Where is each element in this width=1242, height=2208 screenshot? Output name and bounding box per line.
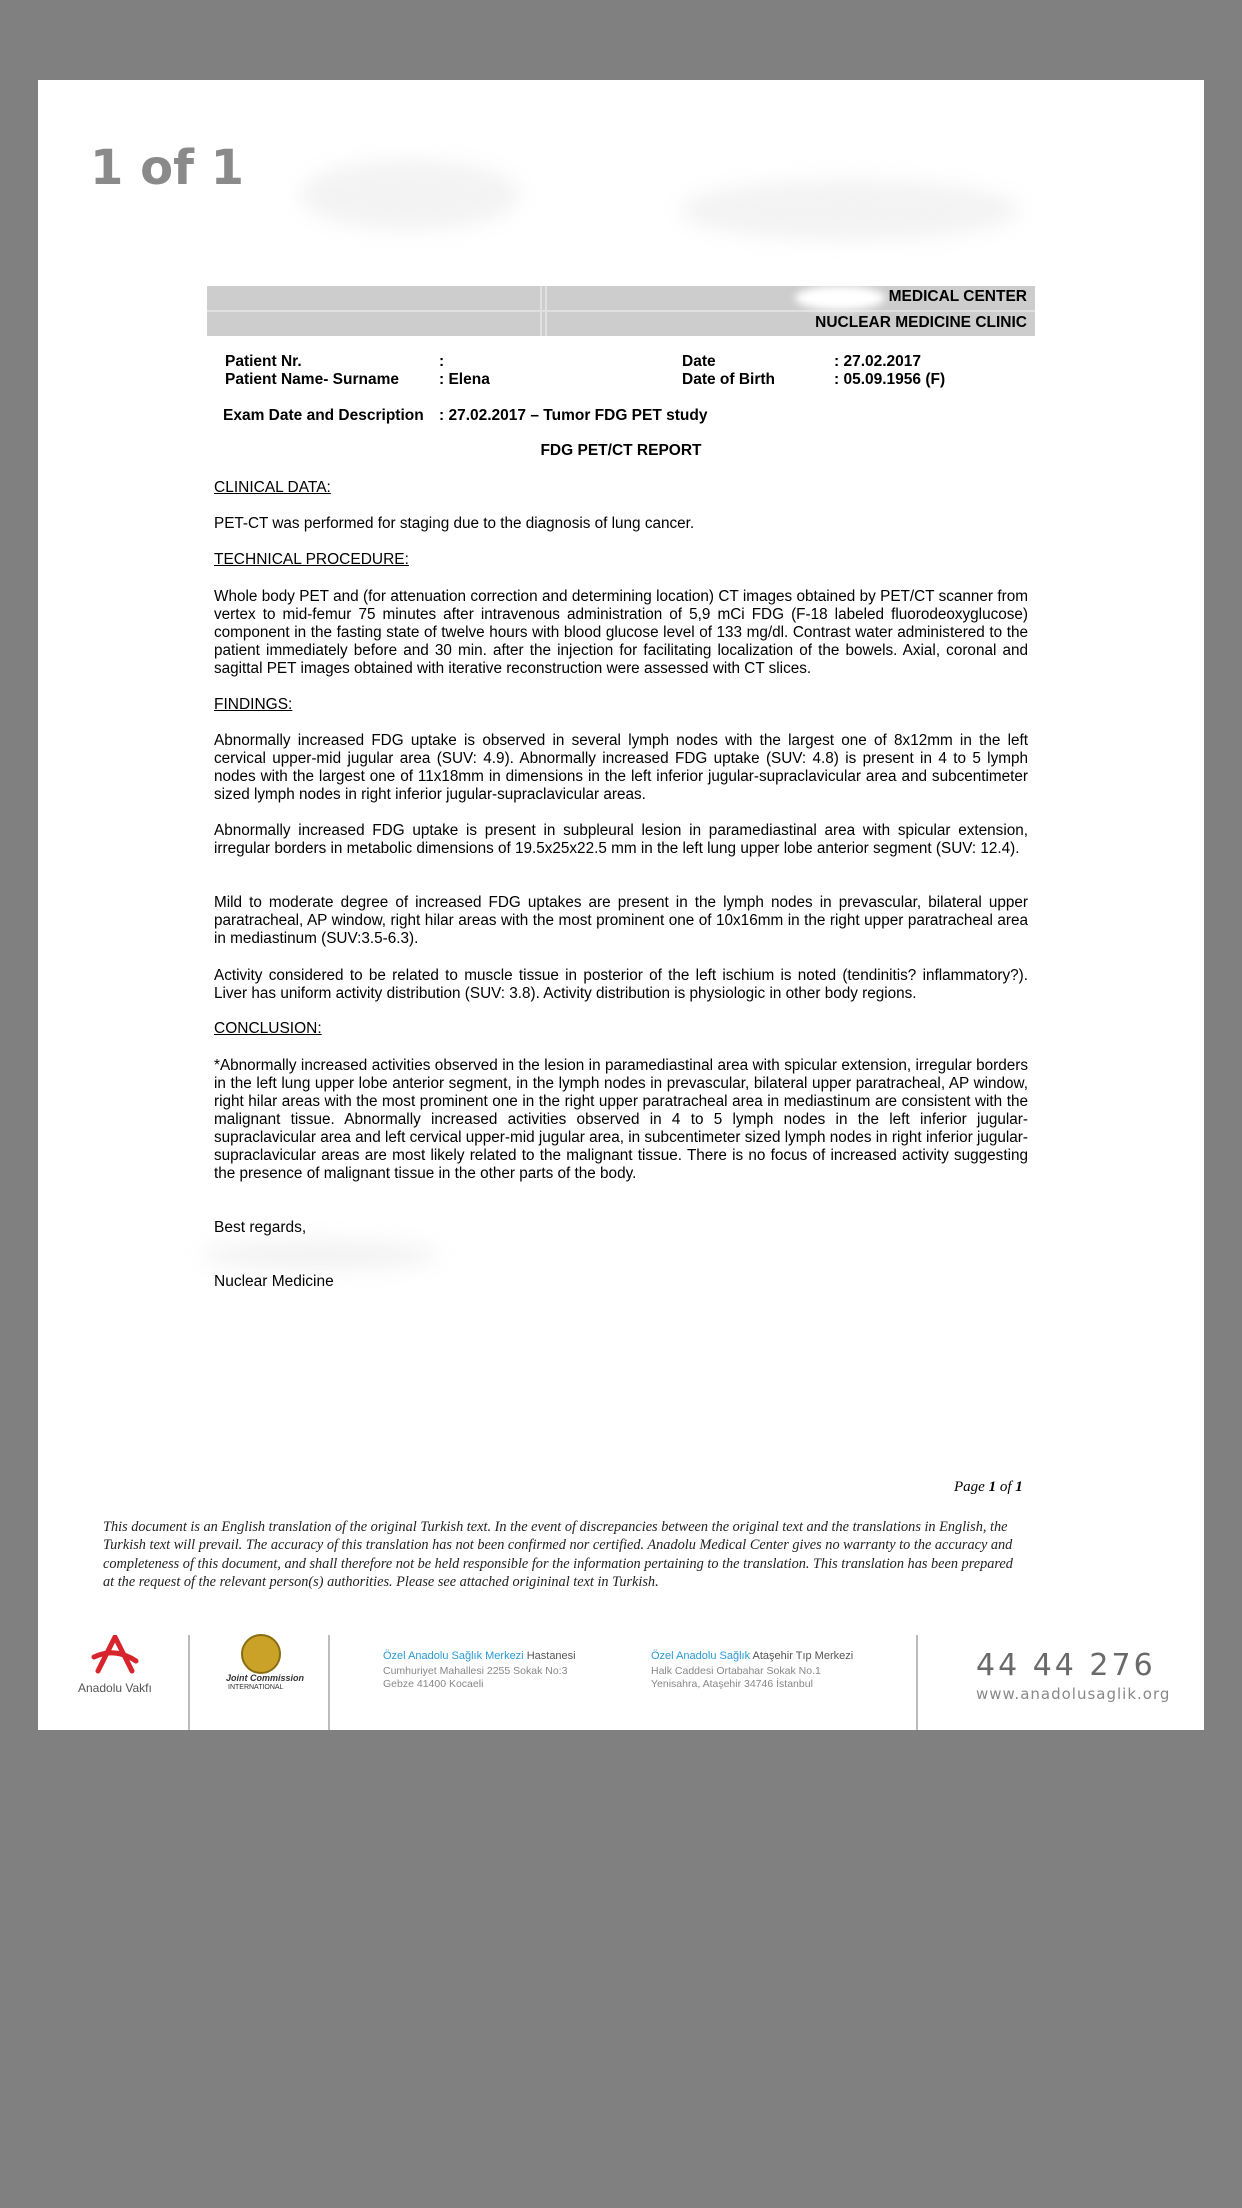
medical-center-label: MEDICAL CENTER: [888, 288, 1027, 305]
page-number: Page 1 of 1: [954, 1479, 1023, 1495]
technical-procedure-heading: TECHNICAL PROCEDURE:: [214, 551, 409, 568]
redaction-blur: [300, 160, 520, 230]
hospital-address-1: Cumhuriyet Mahallesi 2255 Sokak No:3: [383, 1665, 568, 1677]
findings-paragraph: Mild to moderate degree of increased FDG uptakes are present in the lymph nodes in prevascular, bilateral upper paratracheal, AP window, right hilar areas with the most prominent one of 10x16mm in the right upper paratracheal area in mediastinum (SUV:3.5-6.3).: [214, 894, 1028, 947]
anadolu-logo-icon: [90, 1635, 140, 1675]
patient-nr-label: Patient Nr.: [225, 353, 302, 370]
report-title: FDG PET/CT REPORT: [540, 442, 702, 459]
website-link[interactable]: www.anadolusaglik.org: [976, 1685, 1171, 1703]
conclusion-heading: CONCLUSION:: [214, 1020, 322, 1037]
department-signature: Nuclear Medicine: [214, 1273, 334, 1290]
exam-value: : 27.02.2017 – Tumor FDG PET study: [439, 407, 708, 424]
technical-procedure-text: Whole body PET and (for attenuation correction and determining location) CT images obtained by PET/CT scanner from vertex to mid-femur 75 minutes after intravenous administration of 5,9 mCi FDG (F-18 labeled fluorodeoxyglucose) component in the fasting state of twelve hours with blood glucose level of 133 mg/dl. Contrast water administered to the patient immediately before and 30 min. after the injection for facilitating localization of the bowels. Axial, coronal and sagittal PET images obtained with iterative reconstruction were assessed with CT slices.: [214, 588, 1028, 677]
foundation-name: Anadolu Vakfı: [78, 1681, 152, 1695]
hospital-title: Özel Anadolu Sağlık Merkezi Hastanesi: [383, 1650, 576, 1662]
translation-disclaimer: This document is an English translation of the original Turkish text. In the event of discrepancies between the original text and the translations in English, the Turkish text will prevail. The accuracy of this translation has not been confirmed nor certified. Anadolu Medical Center gives no warranty to the accuracy and completeness of this document, and shall therefore not be held responsible for the information pertaining to the translation. This translation has been prepared at the request of the relevant person(s) authorities. Please see attached origininal text in Turkish.: [103, 1519, 1013, 1590]
medical-center-address-2: Yenisahra, Ataşehir 34746 İstanbul: [651, 1678, 813, 1690]
clinic-name-label: NUCLEAR MEDICINE CLINIC: [815, 314, 1027, 331]
dob-label: Date of Birth: [682, 371, 775, 388]
date-label: Date: [682, 353, 716, 370]
jci-seal-icon: [241, 1634, 281, 1674]
medical-center-address-1: Halk Caddesi Ortabahar Sokak No.1: [651, 1665, 821, 1677]
patient-nr-value: :: [439, 353, 445, 370]
jci-sublabel: INTERNATIONAL: [228, 1684, 284, 1691]
letterhead-footer: [38, 1630, 1204, 1730]
redaction-blur: [200, 1240, 440, 1270]
dob-value: : 05.09.1956 (F): [834, 371, 946, 388]
jci-label: Joint Commission: [226, 1673, 305, 1683]
medical-center-title: Özel Anadolu Sağlık Ataşehir Tıp Merkezi: [651, 1650, 854, 1662]
phone-number: 44 44 276: [976, 1648, 1156, 1683]
page-indicator: 1 of 1: [90, 140, 245, 196]
findings-paragraph: Abnormally increased FDG uptake is observed in several lymph nodes with the largest one of 8x12mm in the left cervical upper-mid jugular area (SUV: 4.9). Abnormally increased FDG uptake (SUV: 4.8) is present in 4 to 5 lymph nodes with the largest one of 11x18mm in dimensions in the left inferior jugular-supraclavicular area and subcentimeter sized lymph nodes in right inferior jugular-supraclavicular areas.: [214, 732, 1028, 803]
patient-name-label: Patient Name- Surname: [225, 371, 399, 388]
clinical-data-heading: CLINICAL DATA:: [214, 479, 331, 496]
redaction-blur: [680, 180, 1020, 240]
date-value: : 27.02.2017: [834, 353, 922, 370]
redaction-blur: [795, 286, 885, 310]
patient-name-value: : Elena: [439, 371, 490, 388]
findings-paragraph: Activity considered to be related to muscle tissue in posterior of the left ischium is noted (tendinitis? inflammatory?). Liver has uniform activity distribution (SUV: 3.8). Activity distribution is physiologic in other body regions.: [214, 967, 1028, 1002]
clinic-header-bar: [207, 286, 1035, 336]
conclusion-text: *Abnormally increased activities observed in the lesion in paramediastinal area with spicular extension, irregular borders in the left lung upper lobe anterior segment, in the lymph nodes in prevascular, bilateral upper paratracheal, AP window, right hilar areas with the most prominent one in the right upper paratracheal area in mediastinum are consistent with the malignant tissue. Abnormally increased activities observed in 4 to 5 lymph nodes in the left inferior jugular-supraclavicular area and left cervical upper-mid jugular area, in subcentimeter sized lymph nodes in right inferior jugular-supraclavicular areas are most likely related to the malignant tissue. There is no focus of increased activity suggesting the presence of malignant tissue in the other parts of the body.: [214, 1057, 1028, 1182]
exam-label: Exam Date and Description: [223, 407, 424, 424]
findings-paragraph: Abnormally increased FDG uptake is present in subpleural lesion in paramediastinal area with spicular extension, irregular borders in metabolic dimensions of 19.5x25x22.5 mm in the left lung upper lobe anterior segment (SUV: 12.4).: [214, 822, 1028, 857]
closing-regards: Best regards,: [214, 1219, 307, 1236]
clinical-data-text: PET-CT was performed for staging due to the diagnosis of lung cancer.: [214, 515, 695, 532]
findings-heading: FINDINGS:: [214, 696, 293, 713]
hospital-address-2: Gebze 41400 Kocaeli: [383, 1678, 484, 1690]
